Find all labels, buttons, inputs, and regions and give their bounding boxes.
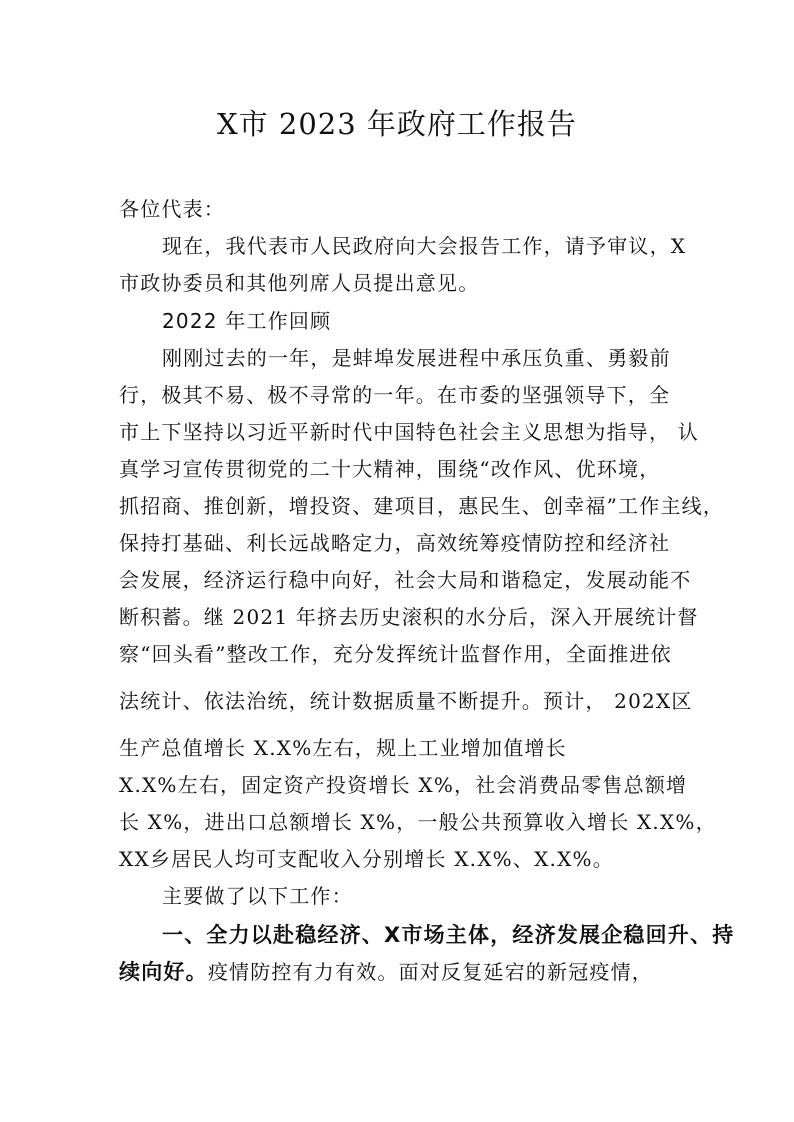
item-1-line-2 xyxy=(119,957,653,987)
body-line: 生产总值增长 X.X%左右，规上工业增加值增长 xyxy=(119,736,567,760)
salutation: 各位代表： xyxy=(119,197,225,221)
intro-line-1: 现在，我代表市人民政府向大会报告工作，请予审议，X xyxy=(162,234,687,258)
body-line: 刚刚过去的一年，是蚌埠发展进程中承压负重、勇毅前 xyxy=(162,346,671,370)
item-1-heading-end: 续向好。 xyxy=(119,960,208,984)
body-line: 察“回头看”整改工作，充分发挥统计监督作用，全面推进依 xyxy=(119,642,672,666)
intro-line-2: 市政协委员和其他列席人员提出意见。 xyxy=(119,271,480,295)
body-line: 行，极其不易、极不寻常的一年。在市委的坚强领导下，全 xyxy=(119,383,671,407)
body-line: 法统计、依法治统，统计数据质量不断提升。预计， 202X区 xyxy=(119,689,693,713)
item-1-heading: 一、全力以赴稳经济、X市场主体，经济发展企稳回升、持 xyxy=(162,923,735,947)
work-intro: 主要做了以下工作： xyxy=(162,884,353,908)
body-line: 断积蓄。继 2021 年挤去历史滚积的水分后，深入开展统计督 xyxy=(119,605,699,629)
body-line: 抓招商、推创新，增投资、建项目，惠民生、创幸福”工作主线， xyxy=(119,494,725,518)
document-title: X市 2023 年政府工作报告 xyxy=(217,107,577,141)
body-line: 保持打基础、利长远战略定力，高效统筹疫情防控和经济社 xyxy=(119,531,671,555)
body-line: XX乡居民人均可支配收入分别增长 X.X%、X.X%。 xyxy=(119,847,614,871)
section-heading: 2022 年工作回顾 xyxy=(162,309,332,333)
item-1-text: 疫情防控有力有效。面对反复延宕的新冠疫情， xyxy=(207,960,654,984)
body-line: 长 X%，进出口总额增长 X%，一般公共预算收入增长 X.X%， xyxy=(119,810,717,834)
body-line: 市上下坚持以习近平新时代中国特色社会主义思想为指导， 认 xyxy=(119,420,699,444)
body-line: 会发展，经济运行稳中向好，社会大局和谐稳定，发展动能不 xyxy=(119,568,692,592)
body-line: X.X%左右，固定资产投资增长 X%，社会消费品零售总额增 xyxy=(119,773,688,797)
body-line: 真学习宣传贯彻党的二十大精神，围绕“改作风、优环境， xyxy=(119,457,661,481)
